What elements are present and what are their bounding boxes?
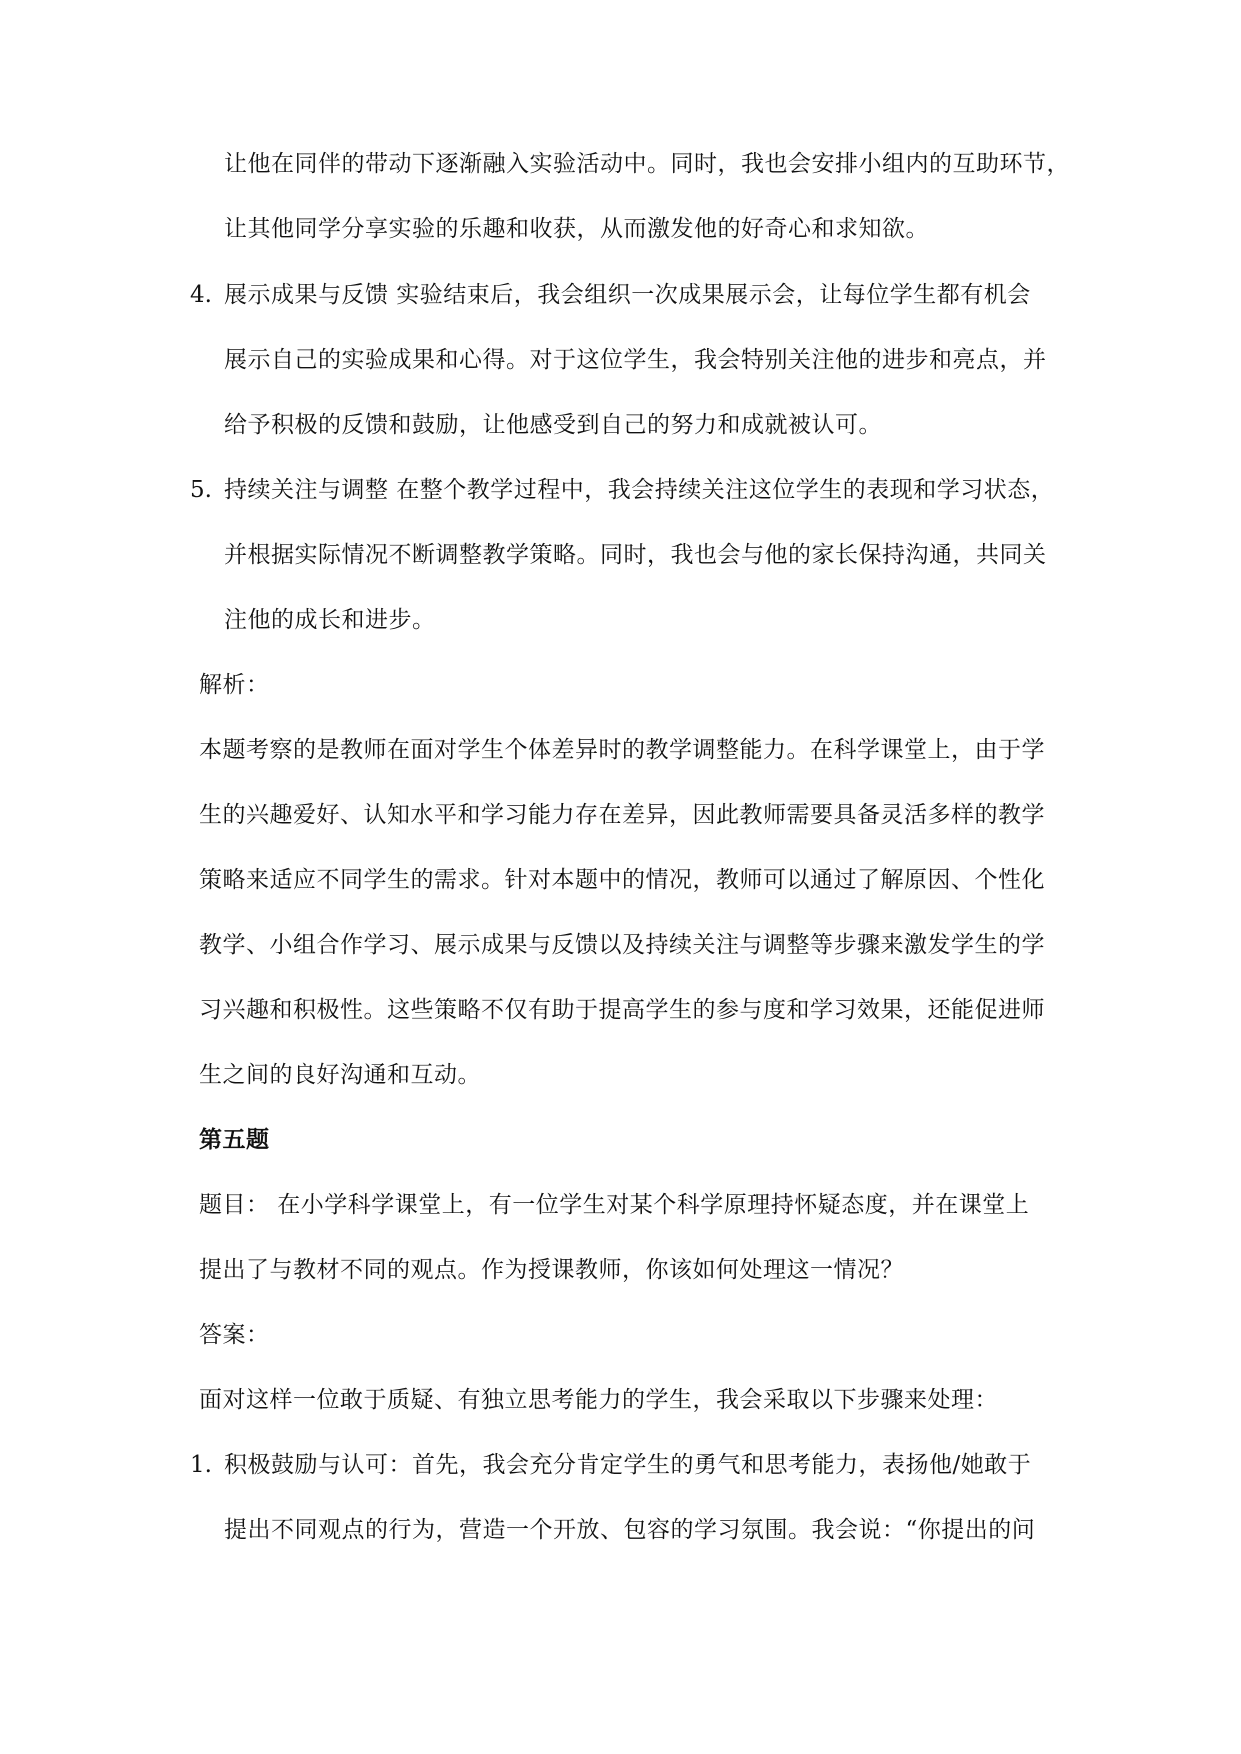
answer-item1-number: 1. — [190, 1452, 212, 1478]
question5-prompt-line1: 题目： 在小学科学课堂上，有一位学生对某个科学原理持怀疑态度，并在课堂上 — [199, 1192, 1030, 1218]
analysis-line2: 生的兴趣爱好、认知水平和学习能力存在差异，因此教师需要具备灵活多样的教学 — [199, 802, 1045, 828]
analysis-line5: 习兴趣和积极性。这些策略不仅有助于提高学生的参与度和学习效果，还能促进师 — [199, 997, 1045, 1023]
analysis-label: 解析： — [199, 672, 270, 698]
item4-number: 4. — [190, 282, 212, 308]
item4-line2: 展示自己的实验成果和心得。对于这位学生，我会特别关注他的进步和亮点，并 — [224, 347, 1047, 373]
answer-label: 答案： — [199, 1322, 270, 1348]
answer-intro: 面对这样一位敢于质疑、有独立思考能力的学生，我会采取以下步骤来处理： — [199, 1387, 998, 1413]
item4-line1: 展示成果与反馈 实验结束后，我会组织一次成果展示会，让每位学生都有机会 — [224, 282, 1031, 308]
item3-continuation-line1: 让他在同伴的带动下逐渐融入实验活动中。同时，我也会安排小组内的互助环节， — [224, 151, 1070, 177]
question5-heading: 第五题 — [199, 1126, 270, 1153]
question5-prompt-line2: 提出了与教材不同的观点。作为授课教师，你该如何处理这一情况？ — [199, 1257, 904, 1283]
item5-number: 5. — [190, 477, 212, 503]
item3-continuation-line2: 让其他同学分享实验的乐趣和收获，从而激发他的好奇心和求知欲。 — [224, 216, 929, 242]
analysis-line4: 教学、小组合作学习、展示成果与反馈以及持续关注与调整等步骤来激发学生的学 — [199, 932, 1045, 958]
answer-item1-line2: 提出不同观点的行为，营造一个开放、包容的学习氛围。我会说：“你提出的问 — [224, 1517, 1036, 1543]
analysis-line1: 本题考察的是教师在面对学生个体差异时的教学调整能力。在科学课堂上，由于学 — [199, 737, 1045, 763]
item4-line3: 给予积极的反馈和鼓励，让他感受到自己的努力和成就被认可。 — [224, 412, 882, 438]
item5-line1: 持续关注与调整 在整个教学过程中，我会持续关注这位学生的表现和学习状态， — [224, 477, 1055, 503]
analysis-line6: 生之间的良好沟通和互动。 — [199, 1062, 481, 1088]
item5-line3: 注他的成长和进步。 — [224, 607, 436, 633]
analysis-line3: 策略来适应不同学生的需求。针对本题中的情况，教师可以通过了解原因、个性化 — [199, 867, 1045, 893]
answer-item1-line1: 积极鼓励与认可：首先，我会充分肯定学生的勇气和思考能力，表扬他/她敢于 — [224, 1452, 1032, 1478]
item5-line2: 并根据实际情况不断调整教学策略。同时，我也会与他的家长保持沟通，共同关 — [224, 542, 1047, 568]
